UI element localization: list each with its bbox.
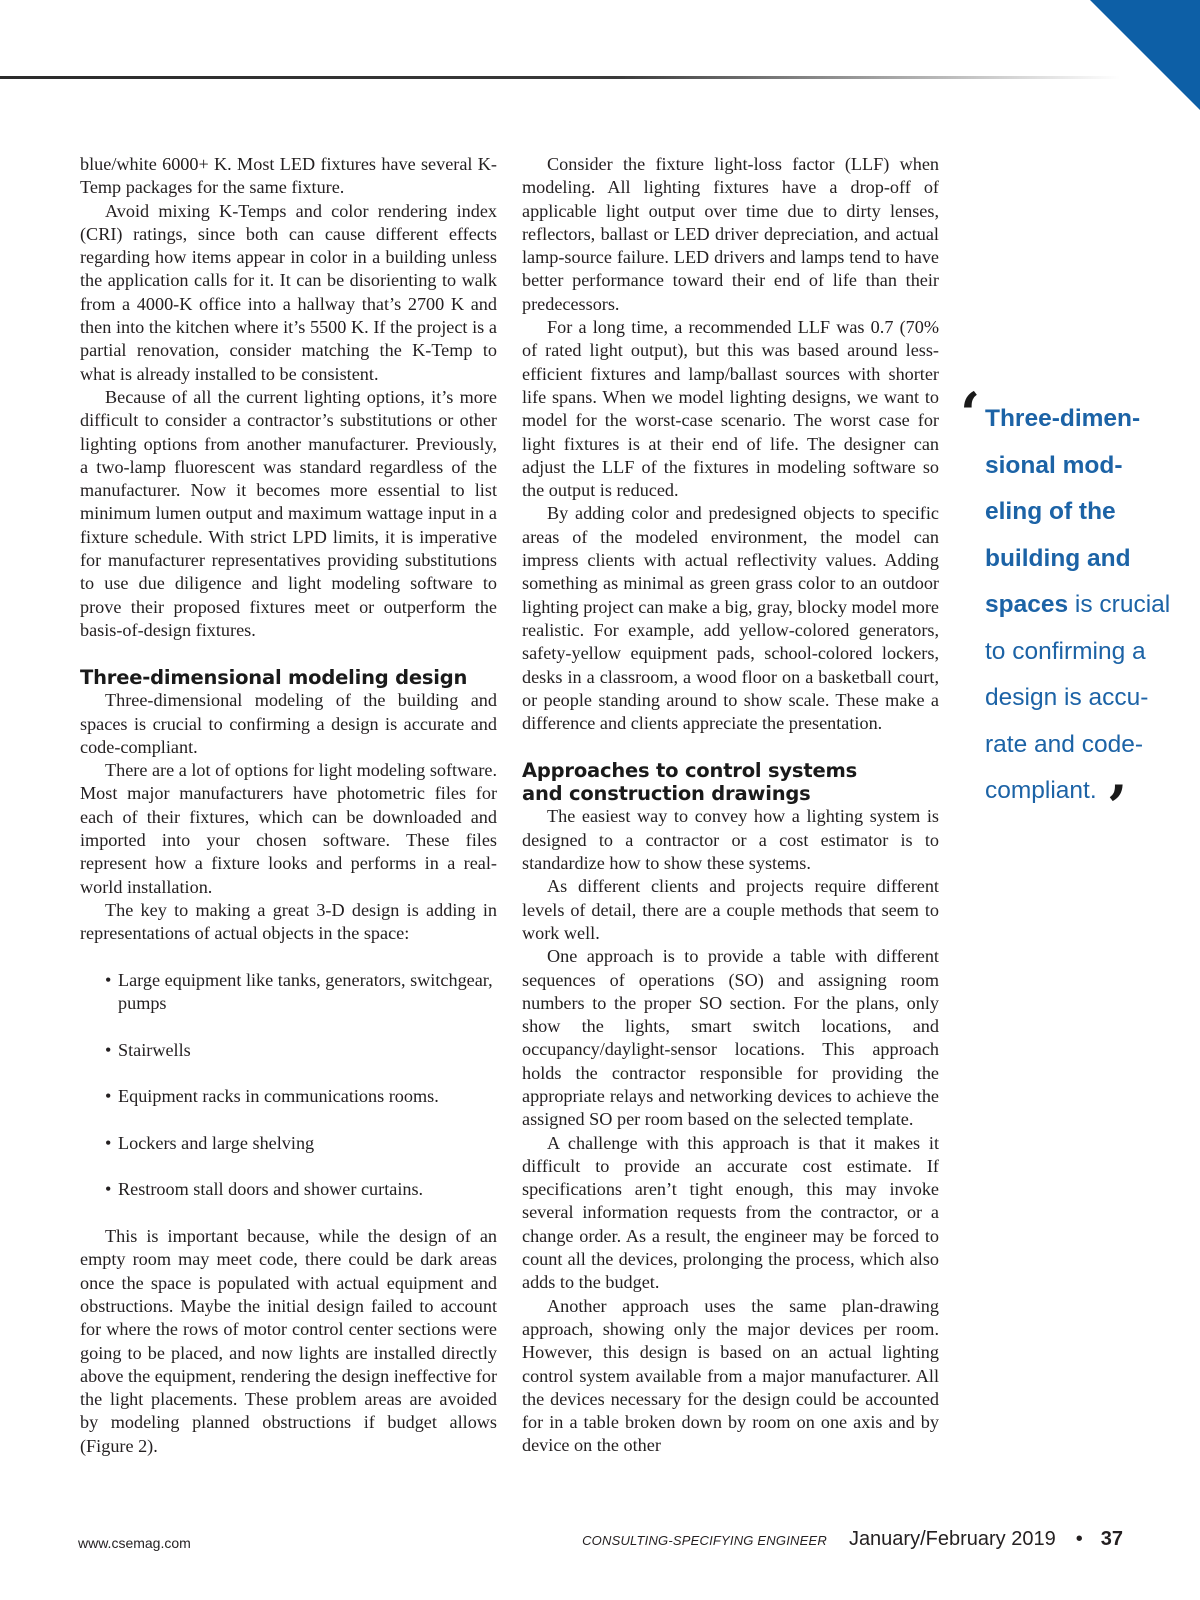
section-heading bbox=[522, 759, 939, 805]
page-footer bbox=[582, 1528, 1123, 1551]
section-heading-line: and construction drawings bbox=[522, 782, 811, 806]
pull-quote-line: spaces is crucial bbox=[985, 591, 1171, 618]
bullet-icon: • bbox=[105, 1039, 112, 1060]
paragraph: Consider the fixture light-loss factor (LLF) when modeling. All lighting fixtures have a drop-off of applicable light output over time due to dirty lenses, reflectors, ballast or LED driver depreciation, and actual lamp-source failure. LED drivers and lamps tend to have better performance toward their end of life than their predecessors. bbox=[522, 154, 939, 314]
list-item-text: Stairwells bbox=[118, 1039, 191, 1060]
paragraph: The easiest way to convey how a lighting system is designed to a contractor or a cost estimator is to standardize how to show these systems. bbox=[522, 806, 939, 874]
header-rule bbox=[0, 76, 1120, 79]
column-right bbox=[522, 153, 939, 1458]
publication-name: CONSULTING-SPECIFYING ENGINEER bbox=[582, 1533, 827, 1548]
list-item-text: Restroom stall doors and shower curtains. bbox=[118, 1179, 424, 1200]
list-item-text: Lockers and large shelving bbox=[118, 1132, 315, 1153]
list-item bbox=[80, 1085, 497, 1108]
paragraph: One approach is to provide a table with different sequences of operations (SO) and assigning room numbers to the proper SO section. For the plans, only show the lights, smart switch locations, and occupancy/daylight-sensor locations. This approach holds the contractor responsible for providing the appropriate relays and networking devices to achieve the assigned SO per room based on the selected template. bbox=[522, 946, 939, 1130]
pull-quote-line: eling of the bbox=[985, 498, 1116, 525]
bullet-icon: • bbox=[105, 969, 112, 990]
pull-quote-line: rate and code- bbox=[985, 730, 1143, 758]
paragraph: As different clients and projects require different levels of detail, there are a couple methods that seem to work well. bbox=[522, 876, 939, 943]
pull-quote-line: building and bbox=[985, 544, 1131, 572]
bullet-icon: • bbox=[105, 1132, 112, 1153]
bullet-list bbox=[80, 969, 497, 1202]
section-heading-line: Approaches to control systems bbox=[522, 759, 857, 783]
website-link[interactable]: www.csemag.com bbox=[78, 1535, 191, 1551]
list-item bbox=[80, 1178, 497, 1201]
paragraph: A challenge with this approach is that it makes it difficult to provide an accurate cost estimate. If specifications aren’t tight enough, this may invoke several information requests from the contractor, or a change order. As a result, the engineer may be forced to count all the devices, prolonging the process, which also adds to the budget. bbox=[522, 1132, 939, 1293]
open-quote-icon: ‘ bbox=[960, 380, 981, 448]
paragraph: Three-dimensional modeling of the building and spaces is crucial to confirming a design is accurate and code-compliant. bbox=[80, 690, 497, 757]
pull-quote-line: compliant. bbox=[985, 777, 1097, 804]
separator: • bbox=[1075, 1528, 1083, 1550]
list-item bbox=[80, 1039, 497, 1062]
list-item bbox=[80, 969, 497, 1016]
bullet-icon: • bbox=[105, 1179, 112, 1200]
paragraph: Because of all the current lighting options, it’s more difficult to consider a contractor’s substitutions or other lighting options from another manufacturer. Previously, a two-lamp fluorescent was standard regardless of the manufacturer. Now it becomes more essential to list minimum lumen output and maximum wattage input in a fixture schedule. With strict LPD limits, it is imperative for manufacturer representatives providing substitutions to use due diligence and light modeling software to prove their proposed fixtures meet or outperform the basis-of-design fixtures. bbox=[80, 386, 497, 640]
paragraph: For a long time, a recommended LLF was 0.7 (70% of rated light output), but this was based around less-efficient fixtures and lamp/ballast sources with shorter life spans. When we model lighting designs, we want to model for the worst-case scenario. The worst case for light fixtures is at their end of life. The designer can adjust the LLF of the fixtures in modeling software so the output is reduced. bbox=[522, 317, 939, 501]
pull-quote-line: design is accu- bbox=[985, 684, 1149, 711]
close-quote-icon: ’ bbox=[1107, 773, 1128, 841]
paragraph: The key to making a great 3-D design is adding in representations of actual objects in the space: bbox=[80, 899, 497, 944]
pull-quote-line: sional mod- bbox=[985, 451, 1123, 479]
list-item-text: Large equipment like tanks, generators, switchgear, pumps bbox=[118, 969, 493, 1014]
paragraph: Another approach uses the same plan-drawing approach, showing only the major devices per room. However, this design is based on an actual lighting control system available from a major manufacturer. All the devices necessary for the design could be accounted for in a table broken down by room on one axis and by device on the other bbox=[522, 1295, 939, 1456]
page-number: 37 bbox=[1100, 1528, 1123, 1550]
pull-quote bbox=[985, 396, 1185, 815]
list-item bbox=[80, 1132, 497, 1155]
pull-quote-line: Three-dimen- bbox=[985, 405, 1141, 432]
paragraph: This is important because, while the design of an empty room may meet code, there could be dark areas once the space is populated with actual equipment and obstructions. Maybe the initial design failed to account for where the rows of motor control center sections were going to be placed, and now lights are installed directly above the equipment, rendering the design ineffective for the light placements. These problem areas are avoided by modeling planned obstructions if budget allows (Figure 2). bbox=[80, 1226, 497, 1456]
section-heading: Three-dimensional modeling design bbox=[80, 666, 468, 690]
paragraph: By adding color and predesigned objects to specific areas of the modeled environment, the model can impress clients with actual reflectivity values. Adding something as minimal as green grass color to an outdoor lighting project can make a big, gray, blocky model more realistic. For example, add yellow-colored generators, safety-yellow equipment pads, school-colored lockers, desks in a classroom, a wood floor on a basketball court, or people standing around to show scale. These make a difference and clients appreciate the presentation. bbox=[522, 503, 939, 734]
paragraph: There are a lot of options for light modeling software. Most major manufacturers have photometric files for each of their fixtures, which can be downloaded and imported into your chosen software. These files represent how a fixture looks and performs in a real-world installation. bbox=[80, 760, 497, 897]
issue-date: January/February 2019 bbox=[848, 1528, 1056, 1550]
corner-accent bbox=[1090, 0, 1200, 110]
bullet-icon: • bbox=[105, 1086, 112, 1107]
column-left bbox=[80, 153, 497, 1458]
pull-quote-line: to confirming a bbox=[985, 637, 1146, 665]
paragraph: blue/white 6000+ K. Most LED fixtures have several K-Temp packages for the same fixture. bbox=[80, 154, 497, 198]
paragraph: Avoid mixing K-Temps and color rendering index (CRI) ratings, since both can cause different effects regarding how items appear in color in a building unless the application calls for it. It can be disorienting to walk from a 4000-K office into a hallway that’s 2700 K and then into the kitchen where it’s 5500 K. If the project is a partial renovation, consider matching the K-Temp to what is already installed to be consistent. bbox=[80, 200, 497, 384]
list-item-text: Equipment racks in communications rooms. bbox=[118, 1086, 439, 1107]
